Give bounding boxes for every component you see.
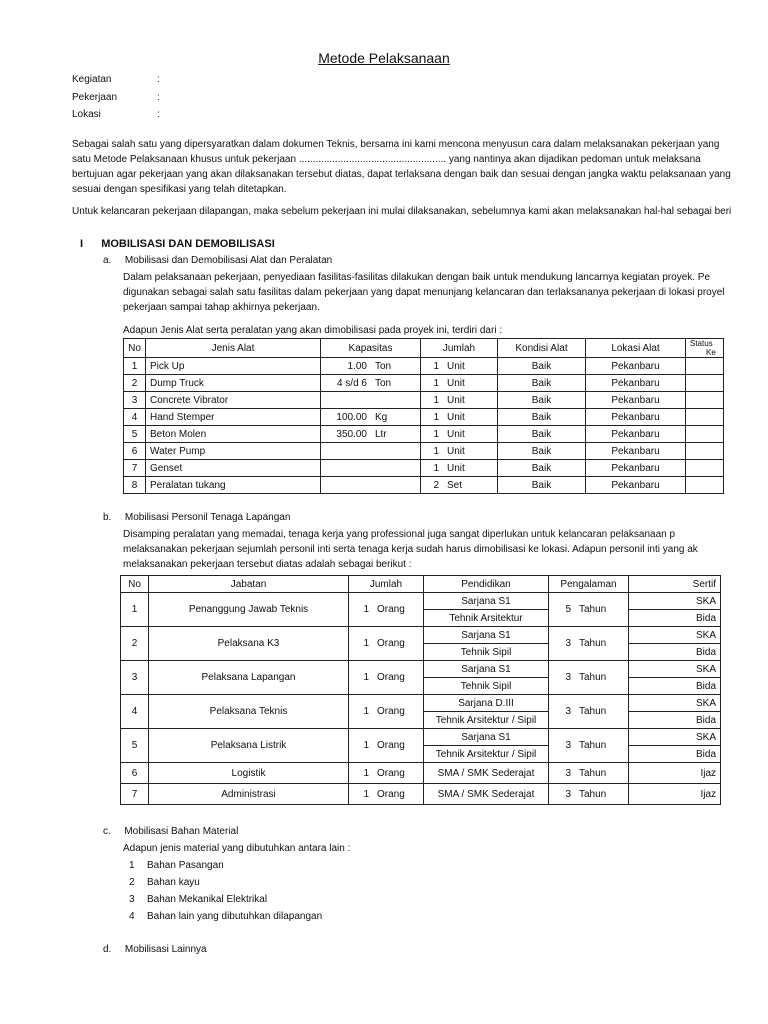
qty-unit: Orang [377, 604, 405, 615]
list-item: 4 Bahan lain yang dibutuhkan dilapangan [129, 911, 323, 922]
cell-lokasi: Pekanbaru [586, 426, 686, 443]
subsection-b-label: b. [103, 512, 112, 523]
qty-value: 1 [363, 638, 369, 649]
cell-sertifikat-bidang: Bida [629, 644, 721, 661]
cell-pendidikan: SMA / SMK Sederajat [424, 763, 549, 784]
cell-jumlah [421, 409, 498, 426]
cell-kondisi: Baik [498, 375, 586, 392]
cell-jenis-alat: Hand Stemper [146, 409, 321, 426]
cell-sertifikat: Ijaz [629, 763, 721, 784]
header-status-line2: Ke [706, 348, 716, 357]
list-item: 2 Bahan kayu [129, 877, 200, 888]
exp-unit: Tahun [579, 672, 607, 683]
cell-pendidikan: Sarjana S1 [424, 729, 549, 746]
cell-kondisi: Baik [498, 358, 586, 375]
cell-kapasitas [321, 409, 421, 426]
cell-no: 5 [121, 729, 149, 763]
qty-value: 1 [433, 462, 439, 474]
cell-status [686, 426, 724, 443]
header-jenis-alat: Jenis Alat [146, 339, 321, 358]
exp-value: 3 [565, 672, 571, 683]
cell-pengalaman [549, 593, 629, 627]
exp-unit: Tahun [579, 706, 607, 717]
cell-sertifikat: SKA [629, 593, 721, 610]
exp-value: 3 [565, 740, 571, 751]
subsection-b-paragraph [123, 527, 698, 572]
qty-value: 1 [363, 788, 369, 800]
cell-jabatan: Pelaksana Listrik [149, 729, 349, 763]
exp-unit: Tahun [579, 638, 607, 649]
cell-status [686, 409, 724, 426]
cell-sertifikat: SKA [629, 627, 721, 644]
cell-kapasitas [321, 460, 421, 477]
paragraph-line: digunakan sebagai salah satu fasilitas dalam pekerjaan yang dapat menunjang kelancaran dan terlaksananya pekerjaan di lokasi proyel [123, 287, 725, 298]
qty-unit: Unit [447, 445, 465, 457]
personnel-table [120, 575, 721, 805]
subsection-d-title: Mobilisasi Lainnya [124, 944, 207, 955]
cell-kapasitas [321, 477, 421, 494]
cell-lokasi: Pekanbaru [586, 443, 686, 460]
cell-kondisi: Baik [498, 443, 586, 460]
exp-unit: Tahun [579, 604, 607, 615]
cell-pendidikan: Sarjana S1 [424, 661, 549, 678]
cell-pendidikan-jurusan: Tehnik Sipil [424, 678, 549, 695]
cell-jabatan: Logistik [149, 763, 349, 784]
cell-no: 3 [121, 661, 149, 695]
materials-list [129, 857, 322, 925]
cell-no: 2 [121, 627, 149, 661]
paragraph-line: Dalam pelaksanaan pekerjaan, penyediaan fasilitas-fasilitas dilakukan dengan baik untuk mendukung lancarnya kegiatan proyek. Pe [123, 272, 711, 283]
qty-value: 1 [433, 360, 439, 372]
cell-jumlah [421, 443, 498, 460]
cell-kapasitas [321, 375, 421, 392]
qty-unit: Unit [447, 377, 465, 389]
cell-lokasi: Pekanbaru [586, 392, 686, 409]
cell-kondisi: Baik [498, 477, 586, 494]
intro-line: satu Metode Pelaksanaan khusus untuk pekerjaan ..................................................... yang nantinya akan dijadikan pedoman untuk melaksana [72, 154, 701, 165]
table-row [124, 443, 724, 460]
subsection-b-heading [103, 512, 290, 523]
cell-kondisi: Baik [498, 426, 586, 443]
cell-lokasi: Pekanbaru [586, 477, 686, 494]
cell-jabatan: Administrasi [149, 784, 349, 805]
header-no: No [121, 576, 149, 593]
cell-no: 3 [124, 392, 146, 409]
subsection-a-heading [103, 255, 332, 266]
cell-lokasi: Pekanbaru [586, 460, 686, 477]
table-row [124, 375, 724, 392]
cell-no: 7 [124, 460, 146, 477]
cell-sertifikat-bidang: Bida [629, 678, 721, 695]
paragraph-line: pekerjaan sampai tahap akhirnya pekerjaan. [123, 302, 320, 313]
header-pendidikan: Pendidikan [424, 576, 549, 593]
cell-pengalaman [549, 661, 629, 695]
qty-unit: Orang [377, 767, 405, 779]
personnel-table-body [121, 593, 721, 805]
cell-jumlah [349, 661, 424, 695]
cell-status [686, 358, 724, 375]
qty-value: 1 [433, 377, 439, 389]
subsection-c-heading [103, 826, 238, 837]
cell-jumlah [421, 477, 498, 494]
personnel-header-row [121, 576, 721, 593]
cap-value: 4 s/d 6 [336, 377, 367, 389]
cap-value: 100.00 [336, 411, 367, 423]
meta-colon: : [157, 74, 160, 85]
subsection-d-label: d. [103, 944, 112, 955]
header-lokasi-alat: Lokasi Alat [586, 339, 686, 358]
cell-jenis-alat: Beton Molen [146, 426, 321, 443]
table-row [121, 695, 721, 712]
cell-jenis-alat: Dump Truck [146, 375, 321, 392]
cell-jumlah [421, 375, 498, 392]
cell-jumlah [349, 784, 424, 805]
cell-no: 1 [124, 358, 146, 375]
cell-jumlah [349, 695, 424, 729]
cell-status [686, 477, 724, 494]
list-item: 3 Bahan Mekanikal Elektrikal [129, 894, 268, 905]
cell-kapasitas [321, 426, 421, 443]
cell-pendidikan-jurusan: Tehnik Arsitektur [424, 610, 549, 627]
cell-pendidikan: Sarjana S1 [424, 593, 549, 610]
cell-no: 1 [121, 593, 149, 627]
list-item: 1 Bahan Pasangan [129, 860, 224, 871]
cell-jenis-alat: Pick Up [146, 358, 321, 375]
subsection-d-heading [103, 944, 207, 955]
cell-jumlah [349, 627, 424, 661]
section-1-title: MOBILISASI DAN DEMOBILISASI [101, 238, 275, 250]
cell-jabatan: Pelaksana Teknis [149, 695, 349, 729]
cell-jumlah [421, 460, 498, 477]
paragraph-line: Disamping peralatan yang memadai, tenaga kerja yang professional juga sangat diperlukan untuk kelancaran pelaksanaan p [123, 529, 676, 540]
section-1-heading [80, 238, 275, 250]
qty-value: 1 [433, 411, 439, 423]
qty-value: 1 [363, 706, 369, 717]
cell-pengalaman [549, 784, 629, 805]
cell-sertifikat-bidang: Bida [629, 746, 721, 763]
intro-paragraph [72, 137, 731, 197]
cell-sertifikat-bidang: Bida [629, 712, 721, 729]
header-no: No [124, 339, 146, 358]
table-row [121, 661, 721, 678]
meta-label-lokasi: Lokasi [72, 109, 101, 120]
table-row [121, 593, 721, 610]
subsection-c-title: Mobilisasi Bahan Material [124, 826, 239, 837]
table-row [124, 426, 724, 443]
cell-jenis-alat: Peralatan tukang [146, 477, 321, 494]
cell-lokasi: Pekanbaru [586, 409, 686, 426]
cell-jabatan: Pelaksana Lapangan [149, 661, 349, 695]
cell-kapasitas [321, 443, 421, 460]
exp-value: 3 [565, 706, 571, 717]
header-sertifikat: Sertif [629, 576, 721, 593]
cell-jenis-alat: Genset [146, 460, 321, 477]
table-row [121, 763, 721, 784]
cap-value: 1.00 [347, 360, 367, 372]
exp-value: 3 [565, 788, 571, 800]
cell-jabatan: Pelaksana K3 [149, 627, 349, 661]
header-jumlah: Jumlah [349, 576, 424, 593]
cell-status [686, 392, 724, 409]
exp-unit: Tahun [579, 788, 607, 800]
cell-status [686, 460, 724, 477]
cell-jumlah [421, 358, 498, 375]
subsection-a-paragraph [123, 270, 725, 315]
subsection-a-title: Mobilisasi dan Demobilisasi Alat dan Peralatan [124, 255, 333, 266]
materials-intro: Adapun jenis material yang dibutuhkan antara lain : [123, 843, 351, 854]
qty-unit: Orang [377, 672, 405, 683]
cell-status [686, 443, 724, 460]
table-row [124, 460, 724, 477]
cell-kondisi: Baik [498, 460, 586, 477]
qty-unit: Orang [377, 638, 405, 649]
cell-pengalaman [549, 695, 629, 729]
subsection-a-label: a. [103, 255, 112, 266]
qty-unit: Unit [447, 360, 465, 372]
table-row [121, 729, 721, 746]
cap-unit: Ton [375, 377, 392, 389]
cell-pengalaman [549, 627, 629, 661]
subsection-c-label: c. [103, 826, 111, 837]
cell-pendidikan-jurusan: Tehnik Sipil [424, 644, 549, 661]
cell-pengalaman [549, 763, 629, 784]
qty-unit: Unit [447, 462, 465, 474]
qty-unit: Orang [377, 706, 405, 717]
qty-value: 2 [433, 479, 439, 491]
cell-no: 5 [124, 426, 146, 443]
exp-value: 3 [565, 767, 571, 779]
cell-jumlah [349, 729, 424, 763]
qty-value: 1 [433, 445, 439, 457]
table-row [124, 392, 724, 409]
cell-sertifikat: Ijaz [629, 784, 721, 805]
paragraph-line: melaksanakan pekerjaan tersebut diatas adalah sebagai berikut : [123, 559, 412, 570]
exp-unit: Tahun [579, 767, 607, 779]
meta-label-kegiatan: Kegiatan [72, 74, 112, 85]
equipment-table [123, 338, 724, 494]
subsection-b-title: Mobilisasi Personil Tenaga Lapangan [124, 512, 291, 523]
qty-unit: Unit [447, 394, 465, 406]
table-row [121, 627, 721, 644]
cell-status [686, 375, 724, 392]
qty-value: 1 [363, 604, 369, 615]
cell-no: 2 [124, 375, 146, 392]
equipment-intro: Adapun Jenis Alat serta peralatan yang akan dimobilisasi pada proyek ini, terdiri dari : [123, 325, 503, 336]
cell-pendidikan-jurusan: Tehnik Arsitektur / Sipil [424, 712, 549, 729]
qty-unit: Orang [377, 788, 405, 800]
meta-colon: : [157, 109, 160, 120]
section-1-number: I [80, 238, 84, 250]
cell-pendidikan: Sarjana D.III [424, 695, 549, 712]
cell-jumlah [421, 392, 498, 409]
intro-line: sesuai dengan spesifikasi yang telah ditetapkan. [72, 184, 287, 195]
cell-pendidikan-jurusan: Tehnik Arsitektur / Sipil [424, 746, 549, 763]
cell-no: 7 [121, 784, 149, 805]
exp-value: 3 [565, 638, 571, 649]
cell-no: 6 [124, 443, 146, 460]
cell-no: 4 [121, 695, 149, 729]
intro-line: bertujuan agar pekerjaan yang akan dilaksanakan tersebut diatas, dapat terlaksana dengan baik dan sesuai dengan jangka waktu pelaksanaan yang [72, 169, 731, 180]
cell-sertifikat: SKA [629, 729, 721, 746]
cell-sertifikat-bidang: Bida [629, 610, 721, 627]
intro-paragraph-2: Untuk kelancaran pekerjaan dilapangan, maka sebelum pekerjaan ini mulai dilaksanakan, sebelumnya kami akan melaksanakan hal-hal sebagai beri [72, 206, 732, 217]
header-status-line1: Status [690, 339, 713, 348]
qty-value: 1 [433, 428, 439, 440]
exp-unit: Tahun [579, 740, 607, 751]
cell-jenis-alat: Concrete Vibrator [146, 392, 321, 409]
meta-colon: : [157, 92, 160, 103]
table-row [124, 409, 724, 426]
cell-sertifikat: SKA [629, 695, 721, 712]
table-row [124, 477, 724, 494]
cell-kondisi: Baik [498, 409, 586, 426]
intro-line: Sebagai salah satu yang dipersyaratkan dalam dokumen Teknis, bersama ini kami mencona menyusun cara dalam melaksanakan pekerjaan yang [72, 139, 720, 150]
cap-unit: Kg [375, 411, 388, 423]
cell-kapasitas [321, 358, 421, 375]
header-jabatan: Jabatan [149, 576, 349, 593]
cell-jumlah [421, 426, 498, 443]
cell-no: 8 [124, 477, 146, 494]
paragraph-line: melaksanakan pekerjaan sejumlah personil inti serta tenaga kerja sudah harus dimobilisasi ke lokasi. Adapun personil inti yang ak [123, 544, 698, 555]
cell-kondisi: Baik [498, 392, 586, 409]
equipment-table-body [124, 358, 724, 494]
qty-unit: Unit [447, 411, 465, 423]
cell-kapasitas [321, 392, 421, 409]
qty-unit: Unit [447, 428, 465, 440]
header-kondisi-alat: Kondisi Alat [498, 339, 586, 358]
cell-lokasi: Pekanbaru [586, 375, 686, 392]
cell-pendidikan: Sarjana S1 [424, 627, 549, 644]
cell-jumlah [349, 593, 424, 627]
cell-sertifikat: SKA [629, 661, 721, 678]
cell-lokasi: Pekanbaru [586, 358, 686, 375]
cap-value: 350.00 [336, 428, 367, 440]
table-row [121, 784, 721, 805]
cell-jumlah [349, 763, 424, 784]
cap-unit: Ltr [375, 428, 387, 440]
qty-value: 1 [433, 394, 439, 406]
qty-value: 1 [363, 740, 369, 751]
table-row [124, 358, 724, 375]
cell-no: 4 [124, 409, 146, 426]
qty-value: 1 [363, 767, 369, 779]
qty-unit: Set [447, 479, 463, 491]
cell-pengalaman [549, 729, 629, 763]
header-kapasitas: Kapasitas [321, 339, 421, 358]
cell-jenis-alat: Water Pump [146, 443, 321, 460]
header-pengalaman: Pengalaman [549, 576, 629, 593]
header-jumlah: Jumlah [421, 339, 498, 358]
qty-value: 1 [363, 672, 369, 683]
equipment-header-row [124, 339, 724, 358]
document-title: Metode Pelaksanaan [318, 50, 450, 66]
exp-value: 5 [565, 604, 571, 615]
header-status [686, 339, 724, 358]
cap-unit: Ton [375, 360, 392, 372]
meta-label-pekerjaan: Pekerjaan [72, 92, 118, 103]
cell-jabatan: Penanggung Jawab Teknis [149, 593, 349, 627]
cell-no: 6 [121, 763, 149, 784]
cell-pendidikan: SMA / SMK Sederajat [424, 784, 549, 805]
qty-unit: Orang [377, 740, 405, 751]
